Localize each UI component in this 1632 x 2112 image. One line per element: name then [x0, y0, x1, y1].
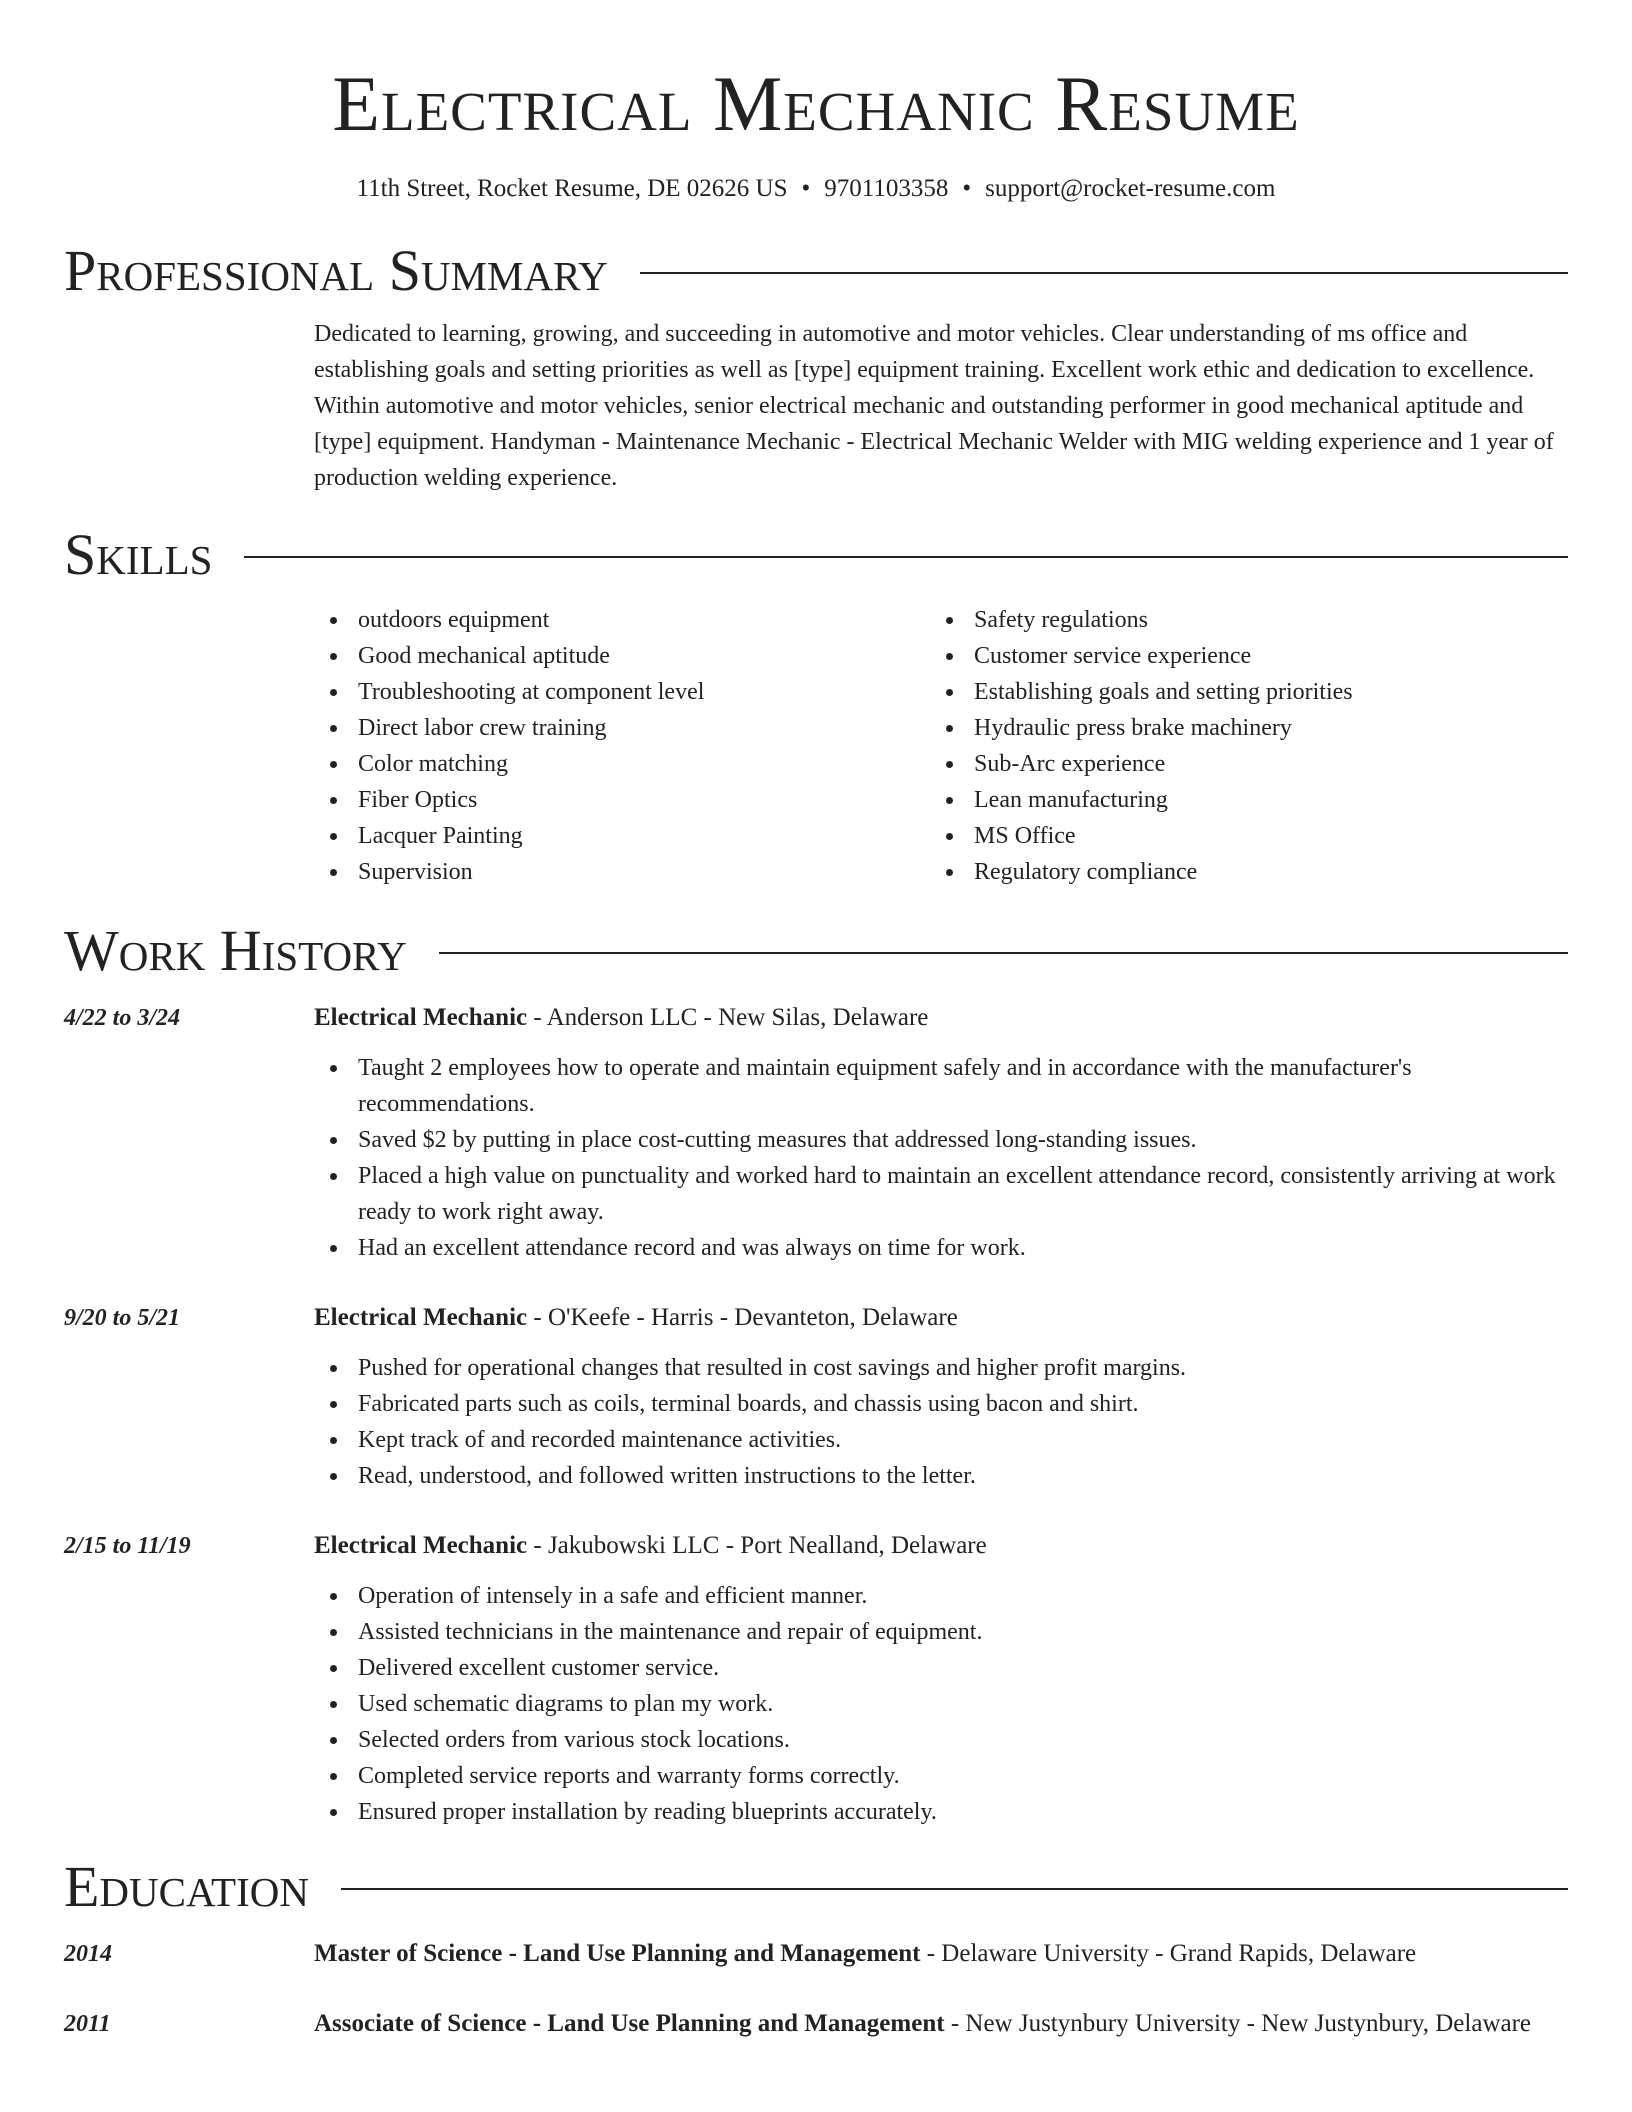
job-duties	[314, 1350, 1568, 1494]
job-title: Electrical Mechanic	[314, 1532, 528, 1559]
job-entry	[64, 1300, 1568, 1494]
duty-item: Taught 2 employees how to operate and maintain equipment safely and in accordance with the manufacturer's recommendations.	[314, 1050, 1568, 1122]
skill-item: MS Office	[930, 818, 1546, 854]
job-duties	[314, 1050, 1568, 1266]
education-entry	[64, 2006, 1568, 2042]
skill-item: Lean manufacturing	[930, 782, 1546, 818]
duty-item: Kept track of and recorded maintenance activities.	[314, 1422, 1568, 1458]
contact-separator: •	[801, 175, 811, 202]
skill-item: Sub-Arc experience	[930, 746, 1546, 782]
education-school: - Delaware University - Grand Rapids, Delaware	[920, 1940, 1417, 1967]
skill-item: Supervision	[314, 854, 930, 890]
duty-item: Had an excellent attendance record and was always on time for work.	[314, 1230, 1568, 1266]
job-title: Electrical Mechanic	[314, 1004, 528, 1031]
skill-item: Safety regulations	[930, 602, 1546, 638]
section-divider	[244, 556, 1568, 558]
skills-list	[314, 602, 1568, 890]
job-duties	[314, 1578, 1568, 1830]
education-section-header	[64, 1852, 1568, 1922]
duty-item: Delivered excellent customer service.	[314, 1650, 1568, 1686]
job-body	[314, 1528, 1568, 1830]
skill-item: Customer service experience	[930, 638, 1546, 674]
skill-item: Good mechanical aptitude	[314, 638, 930, 674]
duty-item: Assisted technicians in the maintenance and repair of equipment.	[314, 1614, 1568, 1650]
contact-separator: •	[962, 175, 972, 202]
education-body	[314, 1936, 1568, 1972]
duty-item: Fabricated parts such as coils, terminal boards, and chassis using bacon and shirt.	[314, 1386, 1568, 1422]
education-year: 2014	[64, 1941, 112, 1967]
page-title: Electrical Mechanic Resume	[332, 60, 1300, 147]
education-heading: Education	[64, 1854, 309, 1919]
section-divider	[439, 952, 1568, 954]
job-entry	[64, 1528, 1568, 1830]
skills-column-left	[314, 602, 930, 890]
education-body	[314, 2006, 1568, 2042]
duty-item: Pushed for operational changes that resulted in cost savings and higher profit margins.	[314, 1350, 1568, 1386]
skill-item: Establishing goals and setting priorities	[930, 674, 1546, 710]
duty-item: Completed service reports and warranty forms correctly.	[314, 1758, 1568, 1794]
work-heading: Work History	[64, 918, 407, 983]
skill-item: outdoors equipment	[314, 602, 930, 638]
skill-item: Regulatory compliance	[930, 854, 1546, 890]
job-role	[314, 1528, 1568, 1564]
skill-item: Fiber Optics	[314, 782, 930, 818]
education-year: 2011	[64, 2011, 111, 2037]
job-body	[314, 1300, 1568, 1494]
job-role	[314, 1000, 1568, 1036]
job-employer: - O'Keefe - Harris - Devanteton, Delaware	[527, 1304, 958, 1331]
skill-item: Lacquer Painting	[314, 818, 930, 854]
summary-heading: Professional Summary	[64, 238, 608, 303]
duty-item: Used schematic diagrams to plan my work.	[314, 1686, 1568, 1722]
summary-text: Dedicated to learning, growing, and succeeding in automotive and motor vehicles. Clear understanding of ms office and establishing goals and setting priorities as well as [type] equipment training. Excellent work ethic and dedication to excellence. Within automotive and motor vehicles, senior electrical mechanic and outstanding performer in good mechanical aptitude and [type] equipment. Handyman - Maintenance Mechanic - Electrical Mechanic Welder with MIG welding experience and 1 year of production welding experience.	[314, 321, 1554, 491]
skills-heading: Skills	[64, 522, 213, 587]
skill-item: Direct labor crew training	[314, 710, 930, 746]
job-role	[314, 1300, 1568, 1336]
contact-email: support@rocket-resume.com	[985, 175, 1276, 202]
contact-phone: 9701103358	[824, 175, 949, 202]
skills-section-header	[64, 520, 1568, 590]
job-employer: - Anderson LLC - New Silas, Delaware	[527, 1004, 929, 1031]
summary-section-header	[64, 236, 1568, 306]
skills-column-right	[930, 602, 1546, 890]
skill-item: Color matching	[314, 746, 930, 782]
job-title: Electrical Mechanic	[314, 1304, 528, 1331]
skill-item: Troubleshooting at component level	[314, 674, 930, 710]
skill-item: Hydraulic press brake machinery	[930, 710, 1546, 746]
job-dates: 9/20 to 5/21	[64, 1305, 181, 1331]
job-dates: 2/15 to 11/19	[64, 1533, 191, 1559]
duty-item: Placed a high value on punctuality and worked hard to maintain an excellent attendance record, consistently arriving at work ready to work right away.	[314, 1158, 1568, 1230]
duty-item: Saved $2 by putting in place cost-cutting measures that addressed long-standing issues.	[314, 1122, 1568, 1158]
contact-line	[64, 172, 1568, 206]
education-entry	[64, 1936, 1568, 1972]
job-entry	[64, 1000, 1568, 1266]
education-degree-line	[314, 1936, 1568, 1972]
work-section-header	[64, 916, 1568, 986]
duty-item: Operation of intensely in a safe and efficient manner.	[314, 1578, 1568, 1614]
duty-item: Read, understood, and followed written instructions to the letter.	[314, 1458, 1568, 1494]
education-degree: Associate of Science - Land Use Planning and Management	[314, 2010, 945, 2037]
job-dates: 4/22 to 3/24	[64, 1005, 181, 1031]
section-divider	[640, 272, 1568, 274]
education-school: - New Justynbury University - New Justynbury, Delaware	[944, 2010, 1532, 2037]
contact-address: 11th Street, Rocket Resume, DE 02626 US	[356, 175, 788, 202]
education-degree-line	[314, 2006, 1568, 2042]
job-employer: - Jakubowski LLC - Port Nealland, Delaware	[527, 1532, 987, 1559]
section-divider	[341, 1888, 1568, 1890]
job-body	[314, 1000, 1568, 1266]
duty-item: Ensured proper installation by reading blueprints accurately.	[314, 1794, 1568, 1830]
education-degree: Master of Science - Land Use Planning and Management	[314, 1940, 921, 1967]
duty-item: Selected orders from various stock locations.	[314, 1722, 1568, 1758]
